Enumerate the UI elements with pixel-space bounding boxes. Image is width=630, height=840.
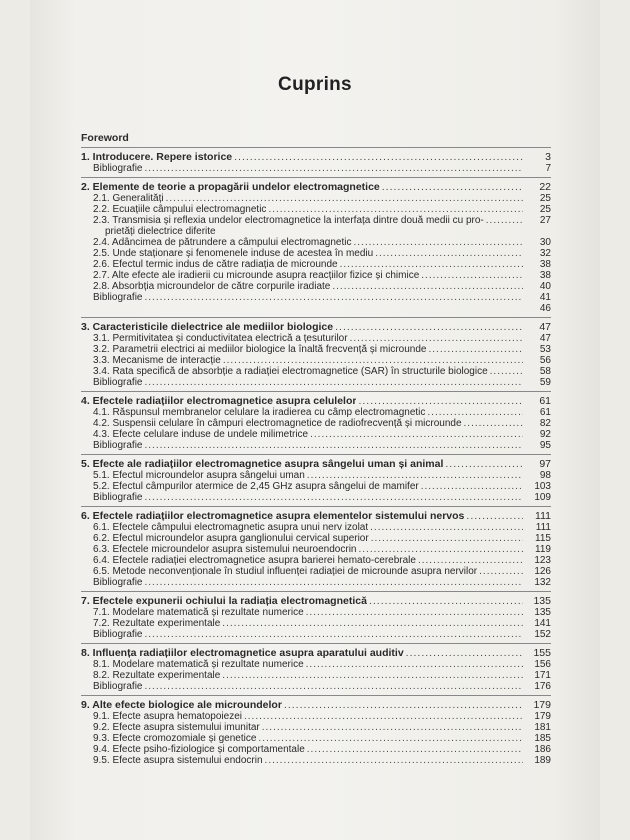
- toc-page-number: 119: [535, 544, 551, 555]
- leader-dots: [144, 577, 523, 588]
- toc-entry-title: 2.1. Generalități: [93, 193, 164, 204]
- toc-entry-title: 4.3. Efecte celulare induse de undele milimetrice: [93, 429, 309, 440]
- toc-page-number: 58: [539, 366, 551, 377]
- toc-page-number: 179: [534, 711, 551, 722]
- toc-entry-title: 6.3. Efectele microundelor asupra sistemului neuroendocrin: [93, 544, 357, 555]
- toc-entry-title: 2.2. Ecuațiile câmpului electromagnetic: [93, 204, 267, 215]
- toc-entry-title: 2.5. Unde staționare și fenomenele induse de acestea în mediu: [93, 248, 374, 259]
- toc-entry-title: 5. Efecte ale radiațiilor electromagnetice asupra sângelui uman și animal: [81, 459, 444, 470]
- toc-page-number: 38: [539, 259, 551, 270]
- toc-page-number: 132: [534, 577, 551, 588]
- toc-entry-title: 6.1. Efectele câmpului electromagnetic asupra unui nerv izolat: [93, 522, 369, 533]
- toc-entry-title: 3.2. Parametrii electrici ai mediilor biologice la înaltă frecvență și microunde: [93, 344, 427, 355]
- leader-dots: [268, 204, 523, 215]
- toc-section: [81, 555, 551, 566]
- toc-bibliography: [81, 303, 551, 314]
- toc-section: [81, 407, 551, 418]
- toc-section: [81, 566, 551, 577]
- toc-section: [81, 470, 551, 481]
- section-divider: [81, 317, 551, 318]
- leader-dots: [265, 755, 523, 766]
- toc-bibliography: [81, 577, 551, 588]
- toc-page-number: 111: [535, 522, 551, 533]
- toc-page-number: 25: [539, 193, 551, 204]
- leader-dots: [222, 670, 523, 681]
- toc-entry-title: 6. Efectele radiațiilor electromagnetice asupra elementelor sistemului nervos: [81, 511, 465, 522]
- leader-dots: [382, 182, 523, 193]
- toc-entry-title: Bibliografie: [93, 292, 143, 303]
- toc-section: [81, 733, 551, 744]
- toc-page-number: 22: [539, 181, 551, 193]
- toc-page-number: 155: [533, 647, 551, 659]
- toc-page-number: 135: [533, 595, 551, 607]
- section-divider: [81, 177, 551, 178]
- leader-dots: [332, 281, 523, 292]
- toc-chapter: [81, 700, 551, 711]
- toc-entry-title: 9.4. Efecte psiho-fiziologice și comportamentale: [93, 744, 305, 755]
- toc-page-number: 97: [539, 458, 551, 470]
- toc-section: [81, 355, 551, 366]
- toc-bibliography: [81, 163, 551, 174]
- leader-dots: [306, 659, 523, 670]
- toc-chapter: [81, 322, 551, 333]
- toc-section: [81, 744, 551, 755]
- toc-page-number: 61: [539, 395, 551, 407]
- toc-chapter: [81, 511, 551, 522]
- toc-bibliography: [81, 292, 551, 303]
- leader-dots: [223, 355, 523, 366]
- leader-dots: [258, 733, 523, 744]
- leader-dots: [479, 566, 523, 577]
- toc-entry-title: prietăți dielectrice diferite: [105, 226, 216, 237]
- leader-dots: [306, 607, 523, 618]
- leader-dots: [375, 248, 523, 259]
- leader-dots: [466, 511, 523, 522]
- leader-dots: [421, 481, 523, 492]
- toc-page-number: 185: [534, 733, 551, 744]
- leader-dots: [144, 163, 523, 174]
- leader-dots: [358, 396, 523, 407]
- toc-bibliography: [81, 440, 551, 451]
- toc-page-number: 141: [534, 618, 551, 629]
- toc-entry-title: 6.2. Efectul microundelor asupra ganglionului cervical superior: [93, 533, 369, 544]
- toc-entry-title: 8. Influența radiațiilor electromagnetice asupra aparatului auditiv: [81, 648, 404, 659]
- toc-entry-title: Foreword: [81, 133, 129, 144]
- section-divider: [81, 147, 551, 148]
- toc-section: [81, 344, 551, 355]
- toc-chapter: [81, 596, 551, 607]
- toc-page-number: 103: [534, 481, 551, 492]
- toc-page-number: 135: [534, 607, 551, 618]
- toc-entry-title: 9.5. Efecte asupra sistemului endocrin: [93, 755, 263, 766]
- leader-dots: [428, 344, 523, 355]
- toc-page-number: 27: [539, 215, 551, 226]
- leader-dots: [144, 377, 523, 388]
- toc-page-number: 123: [534, 555, 551, 566]
- leader-dots: [406, 648, 523, 659]
- toc-entry-title: 9.3. Efecte cromozomiale și genetice: [93, 733, 257, 744]
- toc-section: [81, 711, 551, 722]
- toc-page-number: 109: [534, 492, 551, 503]
- book-page: [30, 0, 600, 840]
- toc-page-number: 186: [534, 744, 551, 755]
- toc-entry-title: Bibliografie: [93, 681, 143, 692]
- toc-entry-title: 5.2. Efectul câmpurilor atermice de 2,45 GHz asupra sângelui de mamifer: [93, 481, 419, 492]
- toc-entry-title: 2. Elemente de teorie a propagării undelor electromagnetice: [81, 182, 380, 193]
- toc-entry-title: Bibliografie: [93, 440, 143, 451]
- toc-entry-title: 1. Introducere. Repere istorice: [81, 152, 233, 163]
- toc-page-number: 181: [534, 722, 551, 733]
- leader-dots: [354, 237, 524, 248]
- leader-dots: [144, 492, 523, 503]
- leader-dots: [262, 722, 523, 733]
- toc-section: [81, 522, 551, 533]
- toc-page-number: 95: [539, 440, 551, 451]
- leader-dots: [486, 215, 523, 226]
- leader-dots: [340, 259, 523, 270]
- toc-entry-title: 9. Alte efecte biologice ale microundelor: [81, 700, 282, 711]
- toc-section: [81, 618, 551, 629]
- toc-page-number: 92: [539, 429, 551, 440]
- toc-section: [81, 366, 551, 377]
- toc-page-number: 156: [534, 659, 551, 670]
- toc-entry-title: Bibliografie: [93, 163, 143, 174]
- toc-section: [81, 204, 551, 215]
- toc-entry-title: 9.2. Efecte asupra sistemului imunitar: [93, 722, 260, 733]
- toc-page-number: 126: [534, 566, 551, 577]
- toc-section: [81, 670, 551, 681]
- toc-section: [81, 237, 551, 248]
- toc-section: [81, 226, 551, 237]
- toc-entry-title: 7.2. Rezultate experimentale: [93, 618, 221, 629]
- toc-page-number: 59: [539, 377, 551, 388]
- toc-page-number: 176: [534, 681, 551, 692]
- toc-entry-title: 6.4. Efectele radiației electromagnetice asupra barierei hemato-cerebrale: [93, 555, 416, 566]
- toc-chapter: [81, 152, 551, 163]
- toc-section: [81, 755, 551, 766]
- toc-entry-title: 3.1. Permitivitatea și conductivitatea electrică a țesuturilor: [93, 333, 348, 344]
- toc-chapter: [81, 648, 551, 659]
- toc-section: [81, 270, 551, 281]
- toc-page-number: 32: [539, 248, 551, 259]
- toc-page-number: 82: [539, 418, 551, 429]
- toc-section: [81, 418, 551, 429]
- leader-dots: [490, 366, 523, 377]
- leader-dots: [427, 407, 523, 418]
- leader-dots: [418, 555, 523, 566]
- toc-entry-title: 9.1. Efecte asupra hematopoiezei: [93, 711, 242, 722]
- section-divider: [81, 591, 551, 592]
- toc-bibliography: [81, 629, 551, 640]
- toc-section: [81, 659, 551, 670]
- leader-dots: [307, 470, 523, 481]
- toc-entry-title: 4.1. Răspunsul membranelor celulare la iradierea cu câmp electromagnetic: [93, 407, 426, 418]
- leader-dots: [144, 629, 523, 640]
- toc-section: [81, 281, 551, 292]
- section-divider: [81, 506, 551, 507]
- leader-dots: [307, 744, 523, 755]
- toc-entry-title: 2.7. Alte efecte ale iradierii cu microunde asupra reacțiilor fizice și chimice: [93, 270, 420, 281]
- toc-entry-title: 7. Efectele expunerii ochiului la radiația electromagnetică: [81, 596, 367, 607]
- toc-entry-title: 3. Caracteristicile dielectrice ale mediilor biologice: [81, 322, 334, 333]
- leader-dots: [464, 418, 523, 429]
- leader-dots: [144, 292, 523, 303]
- leader-dots: [234, 152, 523, 163]
- toc-section: [81, 259, 551, 270]
- toc-page-number: 98: [539, 470, 551, 481]
- toc-section: [81, 544, 551, 555]
- section-divider: [81, 391, 551, 392]
- toc-page-number: 61: [539, 407, 551, 418]
- page-title: Cuprins: [278, 74, 352, 95]
- toc-page-number: 25: [539, 204, 551, 215]
- toc-page-number: 56: [539, 355, 551, 366]
- toc-page-number: 40: [539, 281, 551, 292]
- section-divider: [81, 643, 551, 644]
- toc-page-number: 189: [534, 755, 551, 766]
- toc-chapter: [81, 133, 551, 144]
- toc-section: [81, 533, 551, 544]
- leader-dots: [445, 459, 523, 470]
- toc-page-number: 47: [539, 333, 551, 344]
- toc-page-number: 38: [539, 270, 551, 281]
- leader-dots: [144, 440, 523, 451]
- leader-dots: [310, 429, 523, 440]
- toc-page-number: 7: [545, 163, 551, 174]
- toc-page-number: 46: [539, 303, 551, 314]
- toc-section: [81, 481, 551, 492]
- toc-entry-title: Bibliografie: [93, 577, 143, 588]
- toc-entry-title: 5.1. Efectul microundelor asupra sângelui uman: [93, 470, 305, 481]
- toc-entry-title: Bibliografie: [93, 377, 143, 388]
- toc-entry-title: 8.1. Modelare matematică și rezultate numerice: [93, 659, 304, 670]
- leader-dots: [144, 681, 523, 692]
- toc-section: [81, 193, 551, 204]
- leader-dots: [350, 333, 523, 344]
- toc-entry-title: 3.4. Rata specifică de absorbție a radiației electromagnetice (SAR) în structurile biologice: [93, 366, 488, 377]
- leader-dots: [244, 711, 523, 722]
- toc-bibliography: [81, 377, 551, 388]
- toc-entry-title: 2.4. Adâncimea de pătrundere a câmpului electromagnetic: [93, 237, 352, 248]
- leader-dots: [371, 533, 523, 544]
- toc-chapter: [81, 182, 551, 193]
- toc-page-number: 3: [545, 151, 551, 163]
- toc-chapter: [81, 396, 551, 407]
- section-divider: [81, 695, 551, 696]
- leader-dots: [358, 544, 523, 555]
- table-of-contents: [81, 133, 551, 766]
- leader-dots: [335, 322, 523, 333]
- toc-page-number: 30: [539, 237, 551, 248]
- toc-entry-title: Bibliografie: [93, 629, 143, 640]
- toc-bibliography: [81, 681, 551, 692]
- leader-dots: [166, 193, 523, 204]
- leader-dots: [369, 596, 523, 607]
- toc-page-number: 115: [535, 533, 551, 544]
- toc-section: [81, 607, 551, 618]
- toc-page-number: 53: [539, 344, 551, 355]
- toc-entry-title: 4.2. Suspensii celulare în câmpuri electromagnetice de radiofrecvență și microunde: [93, 418, 462, 429]
- toc-page-number: 111: [535, 510, 551, 522]
- toc-page-number: 171: [534, 670, 551, 681]
- leader-dots: [222, 618, 523, 629]
- toc-entry-title: Bibliografie: [93, 492, 143, 503]
- section-divider: [81, 454, 551, 455]
- toc-entry-title: 3.3. Mecanisme de interacție: [93, 355, 221, 366]
- toc-page-number: 152: [534, 629, 551, 640]
- toc-entry-title: 2.8. Absorbția microundelor de către corpurile iradiate: [93, 281, 331, 292]
- toc-entry-title: 4. Efectele radiațiilor electromagnetice asupra celulelor: [81, 396, 357, 407]
- leader-dots: [284, 700, 523, 711]
- toc-entry-title: 2.3. Transmisia și reflexia undelor electromagnetice la interfața dintre două medii cu pro-: [93, 215, 484, 226]
- leader-dots: [421, 270, 523, 281]
- toc-entry-title: 8.2. Rezultate experimentale: [93, 670, 221, 681]
- toc-section: [81, 248, 551, 259]
- toc-section: [81, 215, 551, 226]
- toc-entry-title: 2.6. Efectul termic indus de către radiația de microunde: [93, 259, 338, 270]
- toc-chapter: [81, 459, 551, 470]
- leader-dots: [370, 522, 523, 533]
- toc-page-number: 41: [539, 292, 551, 303]
- toc-bibliography: [81, 492, 551, 503]
- toc-page-number: 179: [533, 699, 551, 711]
- toc-section: [81, 722, 551, 733]
- toc-entry-title: 7.1. Modelare matematică și rezultate numerice: [93, 607, 304, 618]
- toc-section: [81, 333, 551, 344]
- toc-entry-title: 6.5. Metode neconvenționale în studiul influenței radiației de microunde asupra nervilor: [93, 566, 478, 577]
- toc-page-number: 47: [539, 321, 551, 333]
- toc-section: [81, 429, 551, 440]
